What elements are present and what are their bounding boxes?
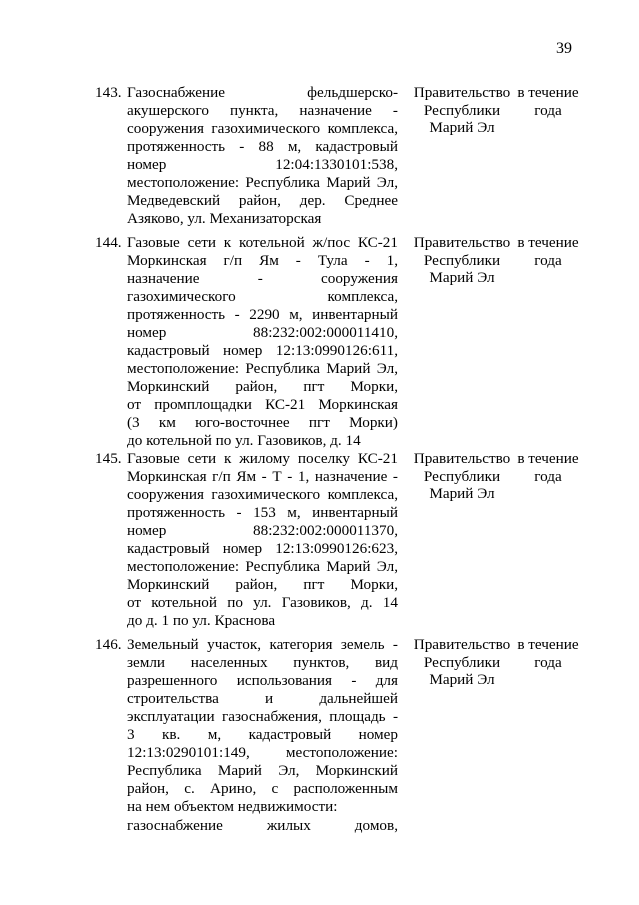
- description-line: протяженность - 153 м, инвентарный: [127, 504, 398, 521]
- description-line: до д. 1 по ул. Краснова: [127, 612, 276, 629]
- description-line: строительства и дальнейшей: [127, 690, 398, 707]
- description-line: до котельной по ул. Газовиков, д. 14: [127, 432, 361, 449]
- description-line: номер 12:04:1330101:538,: [127, 156, 398, 173]
- authority-cell: [409, 636, 515, 689]
- description-line: местоположение: Республика Марий Эл,: [127, 174, 398, 191]
- term-line: в течение: [517, 636, 579, 653]
- term-cell: [515, 234, 581, 269]
- description-line: земли населенных пунктов, вид: [127, 654, 398, 671]
- description-line: кадастровый номер 12:13:0990126:611,: [127, 342, 398, 359]
- authority-cell: [409, 84, 515, 137]
- authority-line: Республики: [423, 467, 501, 485]
- authority-line: Марий Эл: [429, 671, 495, 688]
- description-line: (3 км юго-восточнее пгт Морки): [127, 414, 398, 431]
- description-line: Моркинская г/п Ям - Т - 1, назначение -: [127, 468, 398, 485]
- description-line: Моркинский район, пгт Морки,: [127, 378, 398, 395]
- continuation-line: газоснабжение жилых домов,: [127, 817, 398, 834]
- description-line: Земельный участок, категория земель -: [127, 636, 398, 653]
- authority-line: Марий Эл: [429, 119, 495, 136]
- description-line: от промплощадки КС-21 Моркинская: [127, 396, 398, 413]
- description-line: номер 88:232:002:000011370,: [127, 522, 398, 539]
- authority-line: Марий Эл: [429, 269, 495, 286]
- authority-line: Марий Эл: [429, 485, 495, 502]
- description-line: Моркинский район, пгт Морки,: [127, 576, 398, 593]
- term-cell: [515, 636, 581, 671]
- description-line: сооружения газохимического комплекса,: [127, 120, 398, 137]
- description-line: протяженность - 88 м, кадастровый: [127, 138, 398, 155]
- description-line: Газовые сети к котельной ж/пос КС-21: [127, 234, 398, 251]
- description-line: разрешенного использования - для: [127, 672, 398, 689]
- description-line: местоположение: Республика Марий Эл,: [127, 360, 398, 377]
- description-line: протяженность - 2290 м, инвентарный: [127, 306, 398, 323]
- description-line: Газоснабжение фельдшерско-: [127, 84, 398, 101]
- authority-line: Республики: [423, 653, 501, 671]
- description-line: номер 88:232:002:000011410,: [127, 324, 398, 341]
- description-line: от котельной по ул. Газовиков, д. 14: [127, 594, 398, 611]
- page-number: 39: [556, 40, 572, 57]
- description-line: сооружения газохимического комплекса,: [127, 486, 398, 503]
- authority-cell: [409, 450, 515, 503]
- description-line: Газовые сети к жилому поселку КС-21: [127, 450, 398, 467]
- authority-line: Правительство: [413, 84, 511, 101]
- authority-line: Республики: [423, 101, 501, 119]
- term-line: года: [534, 653, 562, 671]
- authority-line: Правительство: [413, 234, 511, 251]
- authority-line: Республики: [423, 251, 501, 269]
- item-number: 144.: [95, 234, 122, 251]
- authority-line: Правительство: [413, 636, 511, 653]
- description-line: район, с. Арино, с расположенным: [127, 780, 398, 797]
- description-line: акушерского пункта, назначение -: [127, 102, 398, 119]
- description-line: Медведевский район, дер. Среднее: [127, 192, 398, 209]
- description-line: назначение - сооружения: [127, 270, 398, 287]
- description-line: Моркинская г/п Ям - Тула - 1,: [127, 252, 398, 269]
- authority-line: Правительство: [413, 450, 511, 467]
- term-line: в течение: [517, 234, 579, 251]
- term-cell: [515, 84, 581, 119]
- description-line: местоположение: Республика Марий Эл,: [127, 558, 398, 575]
- term-cell: [515, 450, 581, 485]
- term-line: в течение: [517, 84, 579, 101]
- item-number: 143.: [95, 84, 122, 101]
- term-line: года: [534, 467, 562, 485]
- description-line: 3 кв. м, кадастровый номер: [127, 726, 398, 743]
- description-line: на нем объектом недвижимости:: [127, 798, 338, 815]
- description-line: Республика Марий Эл, Моркинский: [127, 762, 398, 779]
- term-line: в течение: [517, 450, 579, 467]
- item-number: 145.: [95, 450, 122, 467]
- description-line: Азяково, ул. Механизаторская: [127, 210, 322, 227]
- item-number: 146.: [95, 636, 122, 653]
- authority-cell: [409, 234, 515, 287]
- term-line: года: [534, 251, 562, 269]
- description-line: 12:13:0290101:149, местоположение:: [127, 744, 398, 761]
- term-line: года: [534, 101, 562, 119]
- description-line: газохимического комплекса,: [127, 288, 398, 305]
- description-line: кадастровый номер 12:13:0990126:623,: [127, 540, 398, 557]
- description-line: эксплуатации газоснабжения, площадь -: [127, 708, 398, 725]
